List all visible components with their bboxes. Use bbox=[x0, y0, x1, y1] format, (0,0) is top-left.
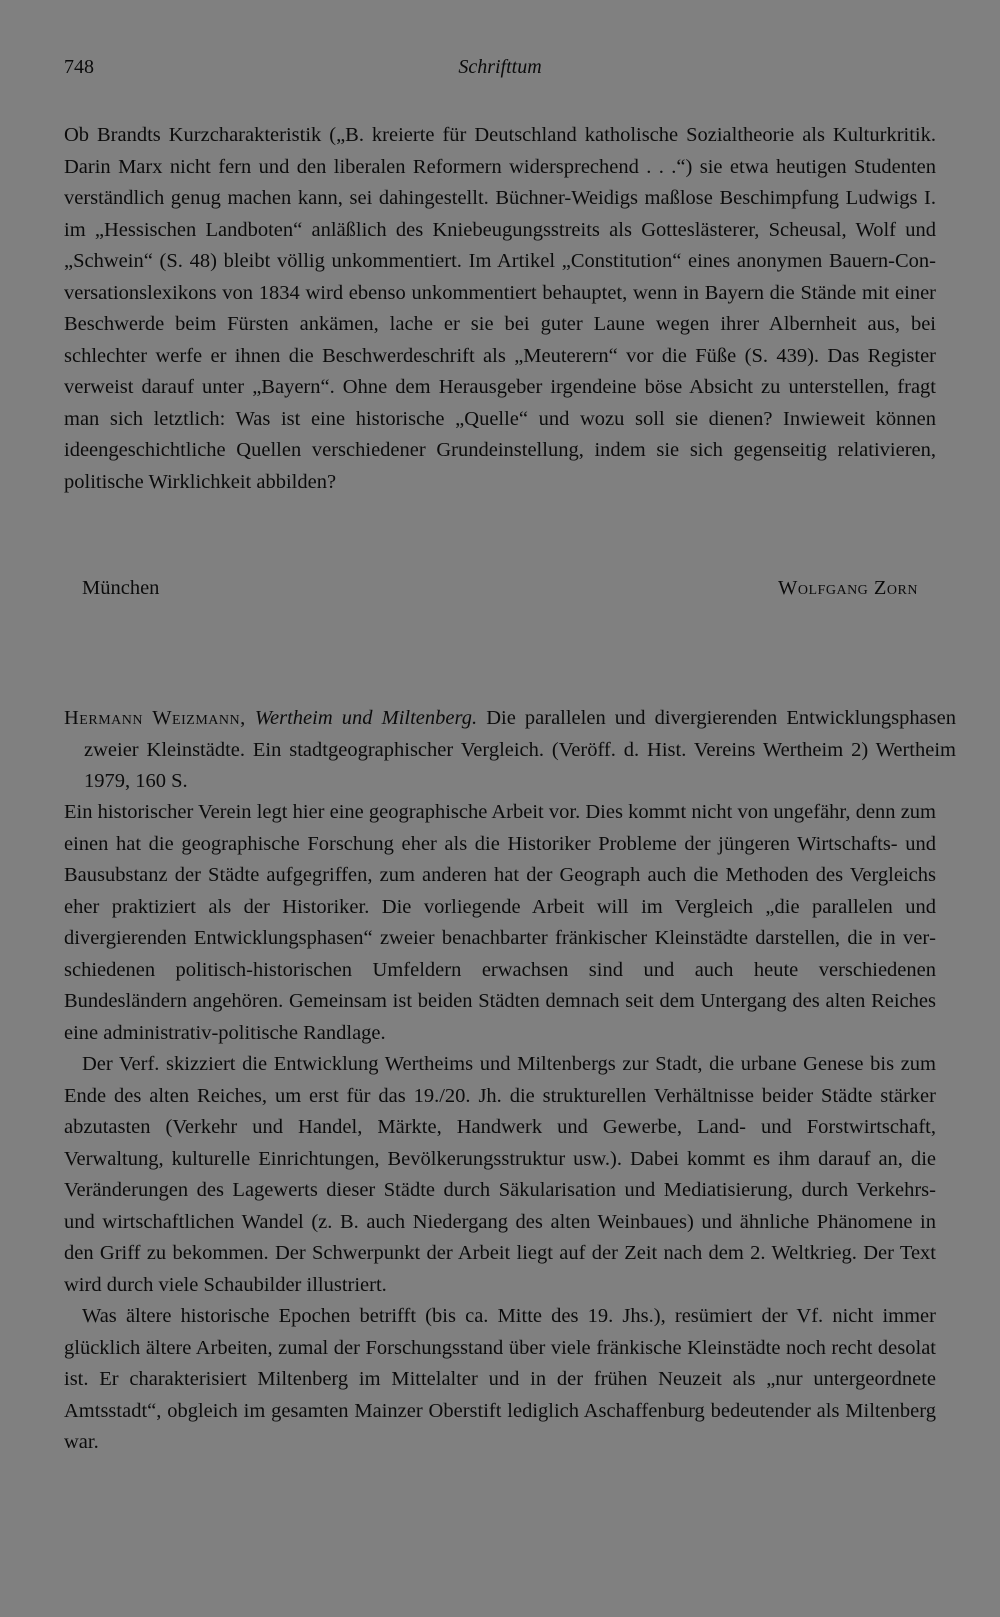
review-2-paragraph-2: Der Verf. skizziert die Entwicklung Wertheims und Miltenbergs zur Stadt, die urbane Genese bis zum Ende des alten Reiches, um erst für das 19./20. Jh. die strukturellen Verhältnisse beider Städte stärker abzutasten (Verkehr und Handel, Märkte, Handwerk und Gewerbe, Land- und Forstwirtschaft, Verwaltung, kulturelle Einrichtungen, Bevölkerungsstruktur usw.). Dabei kommt es ihm darauf an, die Veränderungen des Lagewerts dieser Städte durch Säkularisation und Mediatisierung, durch Verkehrs- und wirtschaftlichen Wandel (z. B. auch Niedergang des alten Weinbaues) und ähnliche Phänomene in den Griff zu bekommen. Der Schwerpunkt der Arbeit liegt auf der Zeit nach dem 2. Weltkrieg. Der Text wird durch viele Schaubilder illustriert. bbox=[64, 1053, 936, 1296]
review-2-paragraph-3: Was ältere historische Epochen betrifft (bis ca. Mitte des 19. Jhs.), resümiert der Vf. nicht immer glücklich ältere Arbeiten, zumal der Forschungsstand über viele fränkische Kleinstädte noch recht desolat ist. Er charakterisiert Miltenberg im Mittelalter und in der frühen Neuzeit als „nur untergeordnete Amtsstadt“, obgleich im gesamten Mainzer Oberstift lediglich Aschaffenburg bedeutender als Miltenberg war. bbox=[64, 1305, 936, 1453]
reviewer-name: Wolfgang Zorn bbox=[778, 577, 918, 599]
citation-author: Hermann Weizmann, bbox=[64, 707, 246, 729]
review-2-citation bbox=[64, 703, 956, 798]
review-2-body bbox=[64, 797, 936, 1459]
review-2-paragraph-1: Ein historischer Verein legt hier eine geographische Arbeit vor. Dies kommt nicht von ungefähr, denn zum einen hat die geographische Forschung eher als die Historiker Probleme der jüngeren Wirtschafts- und Bausubstanz der Städte aufgegriffen, zum anderen hat der Geograph auch die Methoden des Vergleichs eher praktiziert als der Historiker. Die vorliegende Arbeit will im Vergleich „die parallelen und divergierenden Entwicklungsphasen“ zweier benachbarter fränkischer Kleinstädte darstellen, die in verschiedenen politisch-historischen Umfeldern erwachsen sind und auch heute verschiedenen Bundesländern angehören. Gemeinsam ist beiden Städten demnach seit dem Untergang des alten Reiches eine administrativ-politische Randlage. bbox=[64, 801, 936, 1044]
citation-details: Die parallelen und divergierenden Entwicklungsphasen zweier Kleinstädte. Ein stadtgeographischer Vergleich. (Veröff. d. Hist. Vereins Wertheim 2) Wertheim 1979, 160 S. bbox=[84, 707, 956, 792]
page-number: 748 bbox=[64, 56, 94, 78]
review-1-signature bbox=[82, 573, 918, 605]
page-header bbox=[64, 56, 936, 86]
citation-title: Wertheim und Miltenberg. bbox=[254, 707, 478, 729]
review-1-paragraph: Ob Brandts Kurzcharakteristik („B. kreierte für Deutschland katholische Sozialtheorie als Kulturkritik. Darin Marx nicht fern und den liberalen Reformern widersprechend . . .“) sie etwa heutigen Studenten verständlich genug machen kann, sei dahingestellt. Büchner-Weidigs maßlose Beschimpfung Ludwigs I. im „Hessischen Landboten“ anläßlich des Kniebeugungsstreits als Gotteslästerer, Scheusal, Wolf und „Schwein“ (S. 48) bleibt völlig unkommentiert. Im Artikel „Constitution“ eines anonymen Bauern-Conversationslexikons von 1834 wird ebenso unkommentiert behauptet, wenn in Bayern die Stände mit einer Beschwerde beim Fürsten ankämen, lache er sie bei guter Laune wegen ihrer Albernheit aus, bei schlechter werfe er ihnen die Beschwerdeschrift als „Meuterern“ vor die Füße (S. 439). Das Register verweist darauf unter „Bayern“. Ohne dem Herausgeber irgendeine böse Absicht zu unterstellen, fragt man sich letztlich: Was ist eine historische „Quelle“ und wozu soll sie dienen? Inwieweit können ideengeschichtliche Quellen verschiedener Grundeinstellung, indem sie sich gegenseitig relativieren, politische Wirklichkeit abbilden? bbox=[64, 124, 936, 493]
reviewer-city: München bbox=[82, 577, 160, 599]
running-head: Schrifttum bbox=[458, 56, 542, 78]
review-1-body bbox=[64, 120, 936, 498]
